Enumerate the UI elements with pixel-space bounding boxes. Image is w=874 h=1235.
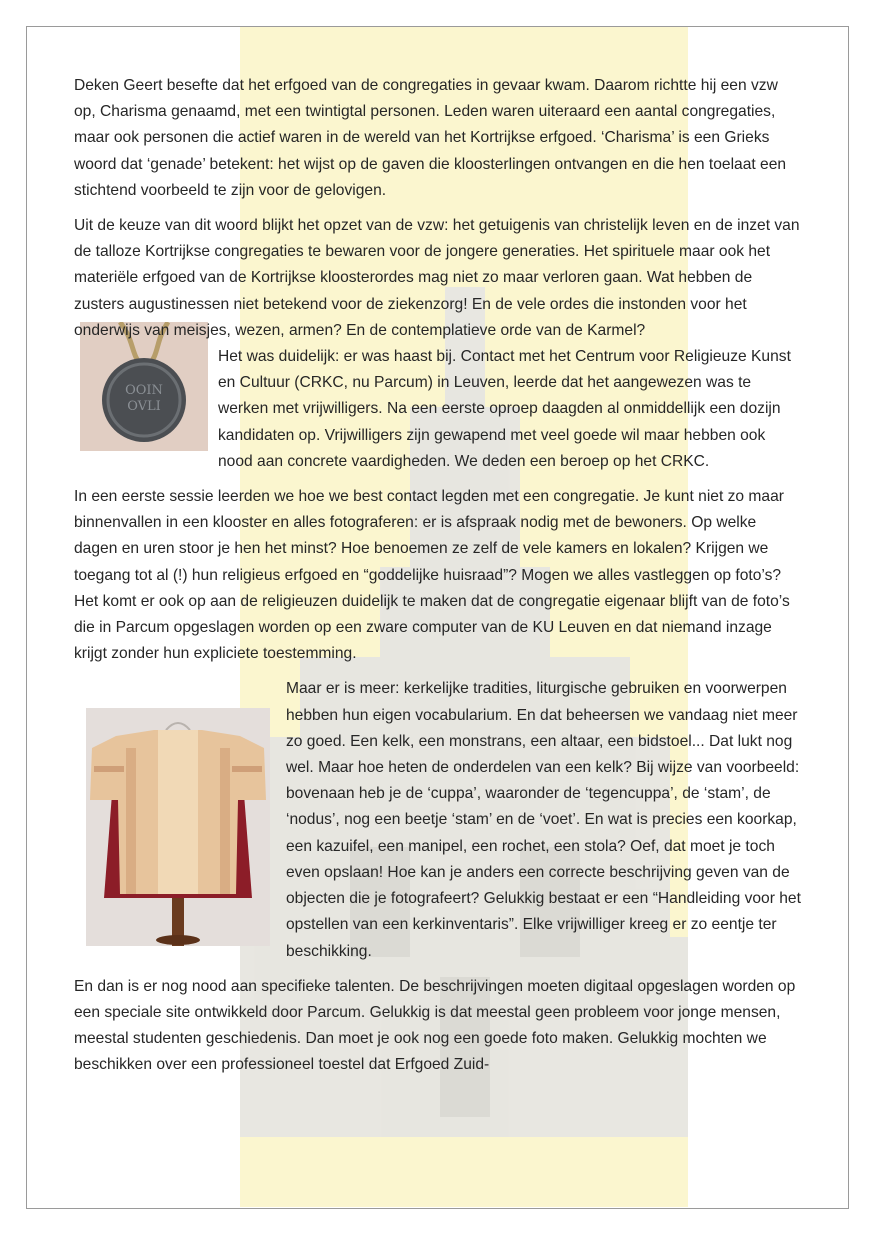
paragraph-5: Maar er is meer: kerkelijke tradities, liturgische gebruiken en voorwerpen hebben hun eigen vocabularium. En dat beheersen we vandaag niet meer zo goed. Een kelk, een monstrans, een altaar, een bidstoel... Dat lukt nog wel. Maar hoe heten de onderdelen van een kelk? Bij wijze van voorbeeld: bovenaan heb je de ‘cuppa’, waaronder de ‘tegencuppa’, de ‘stam’, de ‘nodus’, nog een beetje ‘stam’ en de ‘voet’. En wat is precies een koorkap, een kazuifel, een manipel, een rochet, een stola? Oef, dat moet je toch even opslaan! Hoe kan je anders een correcte beschrijving geven van de objecten die je fotografeert? Gelukkig bestaat er een “Handleiding voor het opstellen van een kerkinventaris”. Elke vrijwilliger kreeg er zo eentje ter beschikking. xyxy=(286,680,801,960)
article-body xyxy=(74,73,802,1088)
svg-text:OOIN: OOIN xyxy=(125,383,163,399)
paragraph-1: Deken Geert besefte dat het erfgoed van de congregaties in gevaar kwam. Daarom richtte hij een vzw op, Charisma genaamd, met een twintigtal personen. Leden waren uiteraard een aantal congregaties, maar ook personen die actief waren in de wereld van het Kortrijkse erfgoed. ‘Charisma’ is een Grieks woord dat ‘genade’ betekent: het wijst op de gaven die kloosterlingen ontvangen en die hen toelaat een stichtend voorbeeld te zijn voor de gelovigen. xyxy=(74,77,787,199)
svg-text:OVLI: OVLI xyxy=(127,399,161,415)
dalmatic-vestment-photo xyxy=(86,708,270,946)
paragraph-2: Uit de keuze van dit woord blijkt het opzet van de vzw: het getuigenis van christelijk leven en de inzet van de talloze Kortrijkse congregaties te bewaren voor de jongere generaties. Het spirituele maar ook het materiële erfgoed van de Kortrijkse kloosterordes mag niet zo maar verloren gaan. Wat hebben de zusters augustinessen niet betekend voor de ziekenzorg! En de vele ordes die instonden voor het onderwijs van meisjes, wezen, armen? En de contemplatieve orde van de Karmel? xyxy=(74,217,800,339)
paragraph-3: Het was duidelijk: er was haast bij. Contact met het Centrum voor Religieuze Kunst en Cultuur (CRKC, nu Parcum) in Leuven, leerde dat het aangewezen was te werken met vrijwilligers. Na een eerste oproep daagden al onmiddellijk een dozijn kandidaten op. Vrijwilligers zijn gewapend met veel goede wil maar hebben ook nood aan concrete vaardigheden. We deden een beroep op het CRKC. xyxy=(218,348,791,470)
paragraph-4: In een eerste sessie leerden we hoe we best contact legden met een congregatie. Je kunt niet zo maar binnenvallen in een klooster en alles fotograferen: er is afspraak nodig met de bewoners. Op welke dagen en uren stoor je hen het minst? Hoe benoemen ze zelf de vele kamers en lokalen? Krijgen we toegang tot al (!) hun religieus erfgoed en “goddelijke huisraad”? Mogen we alles vastleggen op foto’s? Het komt er ook op aan de religieuzen duidelijk te maken dat de congregatie eigenaar blijft van de foto’s die in Parcum opgeslagen worden op een zware computer van de KU Leuven en dat niemand inzage krijgt zonder hun expliciete toestemming. xyxy=(74,488,790,663)
paragraph-6: En dan is er nog nood aan specifieke talenten. De beschrijvingen moeten digitaal opgeslagen worden op een speciale site ontwikkeld door Parcum. Gelukkig is dat meestal geen probleem voor jonge mensen, meestal studenten geschiedenis. Dan moet je ook nog een goede foto maken. Gelukkig mochten we beschikken over een professioneel toestel dat Erfgoed Zuid- xyxy=(74,977,796,1074)
